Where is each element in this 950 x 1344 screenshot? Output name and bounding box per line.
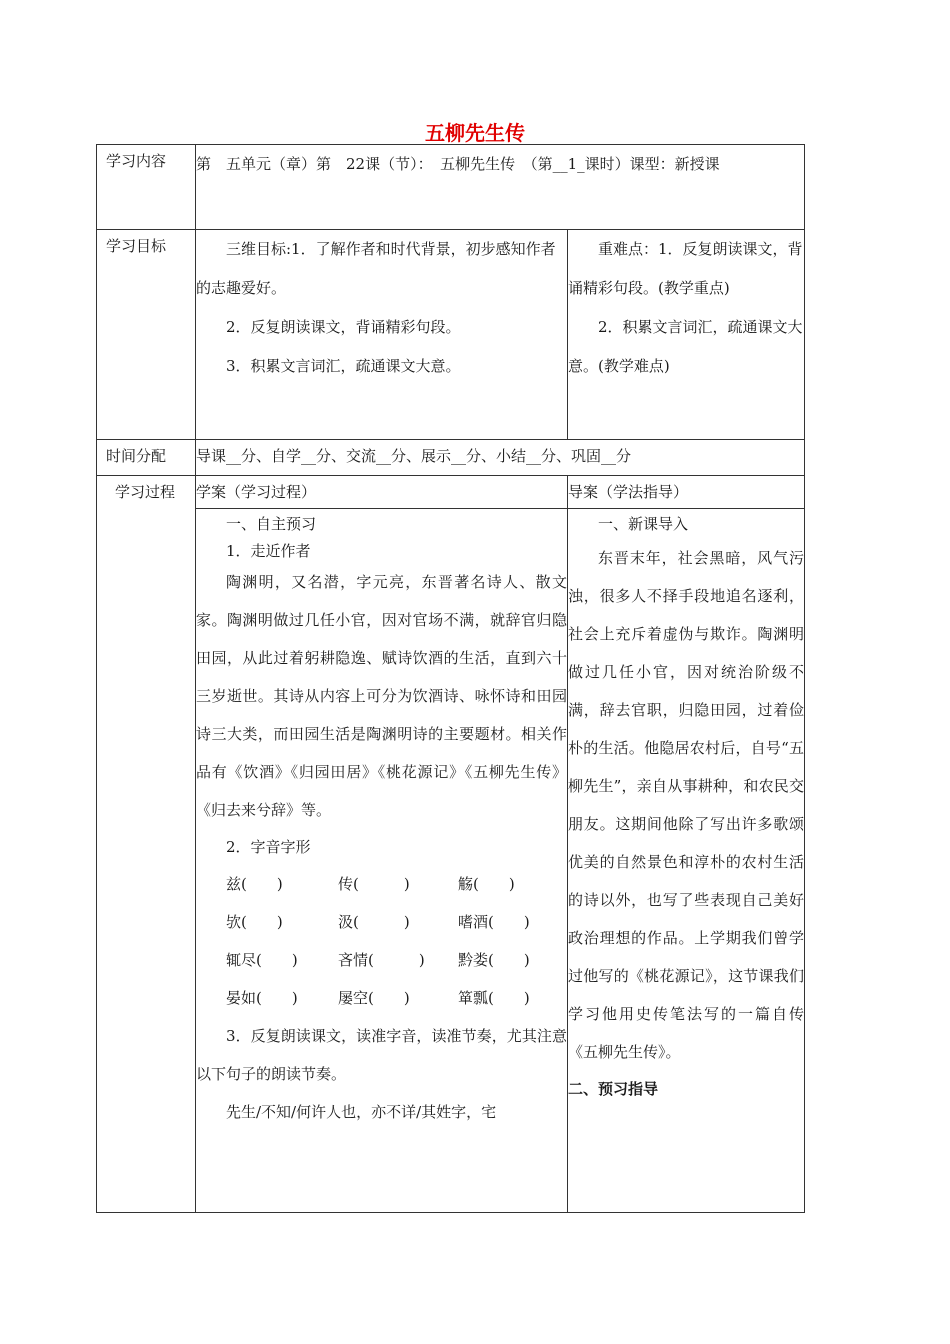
char-item: 兹( ) <box>226 875 283 893</box>
content-text-cell <box>196 145 805 230</box>
char-item: 黔娄( ) <box>458 951 530 969</box>
char-item: 汲( ) <box>338 913 410 931</box>
goal-left-3: 3．积累文言词汇，疏通课文大意。 <box>226 357 461 375</box>
time-row <box>97 440 805 476</box>
goal-right-1: 重难点：1．反复朗读课文，背诵精彩句段。(教学重点) <box>568 240 803 297</box>
goals-left-cell <box>196 230 568 440</box>
intro-paragraph: 东晋末年，社会黑暗，风气污浊，很多人不择手段地追名逐利，社会上充斥着虚伪与欺诈。陶渊明做过几任小官，因对统治阶级不满，辞去官职，归隐田园，过着俭朴的生活。他隐居农村后，自号“五柳先生”，亲自从事耕种，和农民交朋友。这期间他除了写出许多歌颂优美的自然景色和淳朴的农村生活的诗以外，也写了些表现自己美好政治理想的作品。上学期我们曾学过他写的《桃花源记》，这节课我们学习他用史传笔法写的一篇自传《五柳先生传》。 <box>568 549 805 1061</box>
page-title: 五柳先生传 <box>425 121 525 145</box>
intro-heading: 一、新课导入 <box>598 515 689 533</box>
char-item: 吝情( ) <box>338 951 425 969</box>
char-item: 屡空( ) <box>338 989 410 1007</box>
right-guide-cell <box>568 509 805 1213</box>
goals-row <box>97 230 805 440</box>
author-paragraph: 陶渊明，又名潜，字元亮，东晋著名诗人、散文家。陶渊明做过几任小官，因对官场不满，就辞官归隐田园，从此过着躬耕隐逸、赋诗饮酒的生活，直到六十三岁逝世。其诗从内容上可分为饮酒诗、咏怀诗和田园诗三大类，而田园生活是陶渊明诗的主要题材。相关作品有《饮酒》《归园田居》《桃花源记》《五柳先生传》《归去来兮辞》等。 <box>196 573 567 819</box>
char-item: 箪瓢( ) <box>458 989 530 1007</box>
char-item: 传( ) <box>338 875 410 893</box>
reading-instruction: 3．反复朗读课文，读准字音，读准节奏，尤其注意以下句子的朗读节奏。 <box>196 1027 567 1083</box>
left-col-header: 学案（学习过程） <box>196 476 568 509</box>
right-col-header: 导案（学法指导） <box>568 476 805 509</box>
goals-right-cell <box>568 230 805 440</box>
char-row-3 <box>196 941 567 979</box>
self-study-heading: 一、自主预习 <box>226 515 317 533</box>
process-header-row <box>97 476 805 509</box>
left-study-cell <box>196 509 568 1213</box>
content-label: 学习内容 <box>97 145 196 230</box>
char-row-1 <box>196 865 567 903</box>
char-row-4 <box>196 979 567 1017</box>
content-text: 第 五单元（章）第 22课（节）： 五柳先生传 （第__1_课时）课型：新授课 <box>196 155 720 173</box>
goals-label: 学习目标 <box>97 230 196 440</box>
process-label: 学习过程 <box>97 476 196 1213</box>
char-item: 辄尽( ) <box>226 951 298 969</box>
char-item: 晏如( ) <box>226 989 298 1007</box>
content-row <box>97 145 805 230</box>
char-item: 觞( ) <box>458 875 515 893</box>
goal-left-1: 三维目标:1．了解作者和时代背景，初步感知作者的志趣爱好。 <box>196 240 556 297</box>
char-item: 欤( ) <box>226 913 283 931</box>
author-heading: 1．走近作者 <box>226 542 311 560</box>
reading-example-line: 先生/不知/何许人也，亦不详/其姓字，宅 <box>226 1103 497 1121</box>
time-text: 导课__分、自学__分、交流__分、展示__分、小结__分、巩固__分 <box>196 440 805 476</box>
preview-heading: 二、预习指导 <box>568 1080 659 1098</box>
pronunciation-heading: 2．字音字形 <box>226 838 311 856</box>
lesson-plan-table <box>96 144 805 1213</box>
goal-left-2: 2．反复朗读课文，背诵精彩句段。 <box>226 318 461 336</box>
char-row-2 <box>196 903 567 941</box>
process-body-row <box>97 509 805 1213</box>
char-item: 嗜酒( ) <box>458 913 530 931</box>
time-label: 时间分配 <box>97 440 196 476</box>
goal-right-2: 2．积累文言词汇，疏通课文大意。(教学难点) <box>568 318 803 375</box>
